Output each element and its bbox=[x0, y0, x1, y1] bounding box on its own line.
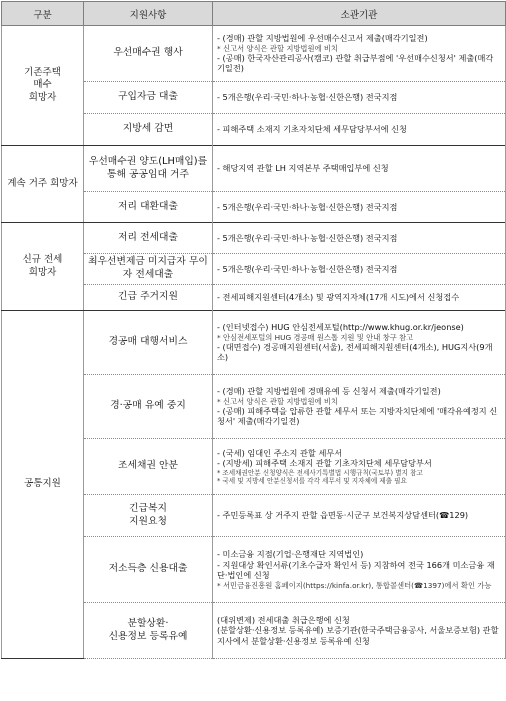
agency-line: - 미소금융 지점(기업·은행재단 지역법인) bbox=[217, 549, 364, 560]
agency-line: - 5개은행(우리·국민·하나·농협·신한은행) 전국지점 bbox=[217, 232, 398, 243]
agency-line: - 주민등록표 상 거주지 관할 읍면동·시군구 보건복지상담센터(☎129) bbox=[217, 510, 469, 521]
support-item-cell: 구입자금 대출 bbox=[84, 82, 213, 114]
agency-cell bbox=[213, 285, 506, 311]
agency-cell bbox=[213, 82, 506, 114]
agency-cell bbox=[213, 223, 506, 254]
agency-line: - (경매) 관할 지방법원에 경매유예 등 신청서 제출(매각기일전) bbox=[217, 386, 441, 397]
agency-cell bbox=[213, 603, 506, 659]
support-item-cell: 지방세 감면 bbox=[84, 114, 213, 146]
agency-line: - (경매) 관할 지방법원에 우선매수신고서 제출(매각기일전) bbox=[217, 33, 428, 44]
agency-line: - (인터넷접수) HUG 안심전세포털(http://www.khug.or.kr/jeonse) bbox=[217, 322, 464, 333]
agency-line: - 피해주택 소재지 기초자치단체 세무담당부서에 신청 bbox=[217, 124, 407, 135]
support-item-cell: 분할상환· 신용정보 등록유예 bbox=[84, 603, 213, 659]
agency-line: * 안심전세포털의 HUG 경공매 원스톱 지원 및 안내 창구 참고 bbox=[217, 332, 414, 342]
agency-line: * 신고서 양식은 관할 지방법원에 비치 bbox=[217, 396, 338, 406]
table-row bbox=[2, 311, 506, 375]
agency-line: - 지원대상 확인서류(기초수급자 확인서 등) 지참하여 전국 166개 미소금융 재단·법인에 신청 bbox=[217, 559, 495, 581]
agency-cell bbox=[213, 537, 506, 603]
category-cell: 공통지원 bbox=[2, 311, 84, 659]
support-item-cell: 우선매수권 행사 bbox=[84, 26, 213, 82]
agency-line: * 서민금융진흥원 홈페이지(https://kinfa.or.kr), 통합콜센터(☎1397)에서 확인 가능 bbox=[217, 580, 492, 590]
agency-line: - (공매) 피해주택을 압류한 관할 세무서 또는 지방자치단체에 '매각유예정지 신청서' 제출(매각기일전) bbox=[217, 405, 498, 427]
support-item-cell: 경공매 대행서비스 bbox=[84, 311, 213, 375]
agency-line: - 전세피해지원센터(4개소) 및 광역지자체(17개 시도)에서 신청접수 bbox=[217, 292, 460, 303]
support-item-cell: 긴급복지 지원요청 bbox=[84, 495, 213, 537]
agency-line: - (공매) 한국자산관리공사(캠코) 관할 취급부점에 '우선매수신청서' 제출(매각기일전) bbox=[217, 52, 494, 74]
agency-line: (분할상환·신용정보 등록유예) 보증기관(한국주택금융공사, 서울보증보험) 관할 지사에서 분할상환·신용정보 등록유예 신청 bbox=[217, 625, 499, 646]
header-agency: 소관기관 bbox=[213, 2, 506, 26]
support-item-cell: 저리 전세대출 bbox=[84, 223, 213, 254]
support-item-cell: 저리 대환대출 bbox=[84, 192, 213, 223]
support-item-cell: 조세채권 안분 bbox=[84, 439, 213, 495]
table-row bbox=[2, 26, 506, 82]
category-cell: 기존주택 매수 희망자 bbox=[2, 26, 84, 146]
support-table bbox=[1, 1, 506, 659]
agency-line: (대위변제) 전세대출 취급은행에 신청 bbox=[217, 614, 350, 625]
agency-cell bbox=[213, 439, 506, 495]
agency-line: - 5개은행(우리·국민·하나·농협·신한은행) 전국지점 bbox=[217, 263, 398, 274]
support-item-cell: 최우선변제금 미지급자 무이자 전세대출 bbox=[84, 254, 213, 285]
agency-cell bbox=[213, 192, 506, 223]
agency-cell bbox=[213, 495, 506, 537]
agency-line: * 국세 및 지방세 안분신청서를 각각 세무서 및 지자체에 제출 필요 bbox=[217, 477, 407, 485]
agency-cell bbox=[213, 254, 506, 285]
category-cell: 계속 거주 희망자 bbox=[2, 146, 84, 223]
agency-cell bbox=[213, 311, 506, 375]
table-body bbox=[2, 26, 506, 659]
agency-line: * 조세채권안분 신청양식은 전세사기특별법 시행규칙(국토부) 별지 참고 bbox=[217, 468, 423, 477]
support-item-cell: 경·공매 유예 중지 bbox=[84, 375, 213, 439]
header-support: 지원사항 bbox=[84, 2, 213, 26]
support-item-cell: 긴급 주거지원 bbox=[84, 285, 213, 311]
agency-line: - (지방세) 피해주택 소재지 관할 기초자치단체 세무담당부서 bbox=[217, 458, 432, 469]
support-item-cell: 저소득층 신용대출 bbox=[84, 537, 213, 603]
agency-line: - 해당지역 관할 LH 지역본부 주택매입부에 신청 bbox=[217, 163, 389, 174]
agency-cell bbox=[213, 114, 506, 146]
agency-line: - (국세) 임대인 주소지 관할 세무서 bbox=[217, 447, 343, 458]
table-header-row bbox=[2, 2, 506, 26]
agency-cell bbox=[213, 26, 506, 82]
agency-line: * 신고서 양식은 관할 지방법원에 비치 bbox=[217, 43, 338, 53]
agency-line: - 5개은행(우리·국민·하나·농협·신한은행) 전국지점 bbox=[217, 92, 398, 103]
agency-cell bbox=[213, 146, 506, 192]
agency-line: - 5개은행(우리·국민·하나·농협·신한은행) 전국지점 bbox=[217, 201, 398, 212]
header-category: 구분 bbox=[2, 2, 84, 26]
table-row bbox=[2, 223, 506, 254]
category-cell: 신규 전세 희망자 bbox=[2, 223, 84, 311]
table-row bbox=[2, 146, 506, 192]
agency-cell bbox=[213, 375, 506, 439]
agency-line: - (대면접수) 경공매지원센터(서울), 전세피해지원센터(4개소), HUG지사(9개소) bbox=[217, 341, 493, 363]
support-item-cell: 우선매수권 양도(LH매입)를 통해 공공임대 거주 bbox=[84, 146, 213, 192]
